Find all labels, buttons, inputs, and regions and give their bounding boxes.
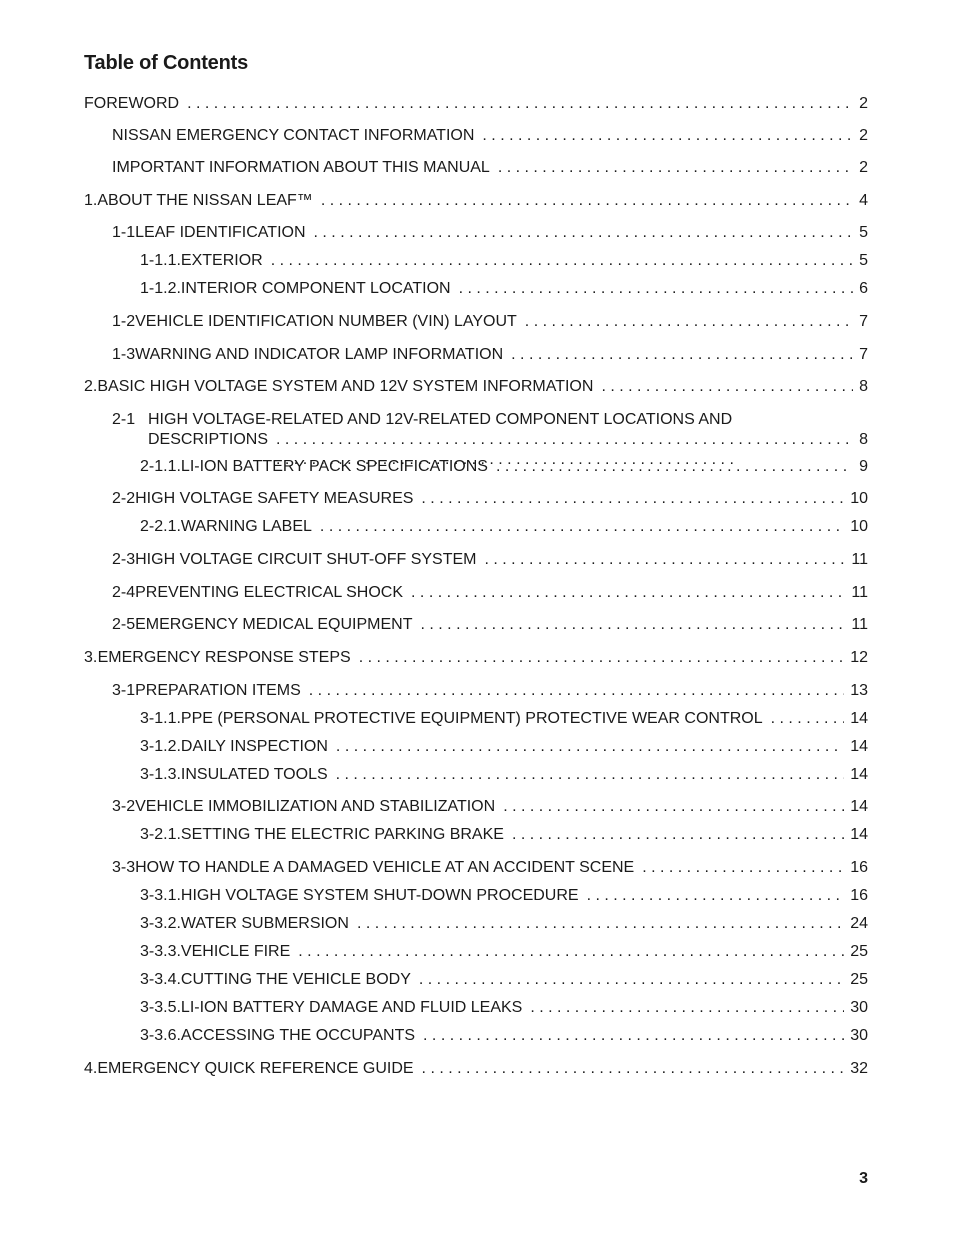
toc-entry-page: 25 bbox=[850, 943, 868, 960]
toc-entry-2-5[interactable] bbox=[112, 615, 868, 635]
toc-entry-label: PREVENTING ELECTRICAL SHOCK bbox=[135, 584, 404, 601]
toc-entry-page: 14 bbox=[850, 738, 868, 755]
toc-entry-page: 9 bbox=[859, 458, 868, 475]
toc-entry-3-3-5[interactable] bbox=[140, 998, 868, 1018]
toc-entry-page: 5 bbox=[859, 252, 868, 269]
dot-leader bbox=[496, 457, 853, 477]
toc-entry-label: DAILY INSPECTION bbox=[180, 738, 328, 755]
toc-entry-label: HIGH VOLTAGE-RELATED AND 12V-RELATED COMPONENT LOCATIONS AND bbox=[148, 411, 733, 428]
toc-entry-label: ACCESSING THE OCCUPANTS bbox=[180, 1027, 416, 1044]
toc-entry-page: 10 bbox=[850, 490, 868, 507]
toc-entry-number: 1-3 bbox=[112, 346, 136, 363]
toc-entry-3-3-2[interactable] bbox=[140, 914, 868, 934]
toc-entry-number: 2-2 bbox=[112, 490, 136, 507]
toc-entry-label: LEAF IDENTIFICATION bbox=[135, 224, 306, 241]
toc-entry-label: IMPORTANT INFORMATION ABOUT THIS MANUAL bbox=[112, 159, 490, 176]
toc-entry-number: 3-3.1. bbox=[140, 887, 181, 904]
toc-entry-important-info[interactable] bbox=[112, 158, 868, 178]
dot-leader bbox=[423, 1026, 844, 1046]
toc-entry-2-2-1[interactable] bbox=[140, 517, 868, 537]
dot-leader bbox=[309, 681, 844, 701]
toc-entry-page: 16 bbox=[850, 887, 868, 904]
toc-entry-page: 14 bbox=[850, 798, 868, 815]
toc-entry-number: 3-2.1. bbox=[140, 826, 181, 843]
toc-entry-label: NISSAN EMERGENCY CONTACT INFORMATION bbox=[112, 127, 475, 144]
toc-entry-3-3[interactable] bbox=[112, 858, 868, 878]
dot-leader bbox=[357, 914, 844, 934]
toc-entry-page: 10 bbox=[850, 518, 868, 535]
dot-leader bbox=[512, 825, 844, 845]
toc-entry-label: INTERIOR COMPONENT LOCATION bbox=[180, 280, 451, 297]
toc-entry-contact-info[interactable] bbox=[112, 126, 868, 146]
dot-leader bbox=[419, 970, 844, 990]
dot-leader bbox=[482, 126, 853, 146]
toc-entry-number: 3-1.2. bbox=[140, 738, 181, 755]
toc-entry-number: 3-1.1. bbox=[140, 710, 181, 727]
toc-entry-label: ABOUT THE NISSAN LEAF™ bbox=[97, 192, 313, 209]
toc-entry-number: 3. bbox=[84, 649, 98, 666]
toc-entry-number: 3-1 bbox=[112, 682, 136, 699]
toc-entry-label: WARNING LABEL bbox=[180, 518, 312, 535]
dot-leader bbox=[530, 998, 844, 1018]
toc-entry-section-2[interactable] bbox=[84, 377, 868, 397]
dot-leader bbox=[187, 94, 853, 114]
toc-entry-1-1[interactable] bbox=[112, 223, 868, 243]
toc-entry-number: 3-3.3. bbox=[140, 943, 181, 960]
toc-entry-foreword[interactable] bbox=[84, 94, 868, 114]
dot-leader bbox=[298, 942, 844, 962]
toc-entry-number: 3-1.3. bbox=[140, 766, 181, 783]
toc-entry-number: 2. bbox=[84, 378, 98, 395]
toc-entry-number: 2-1.1. bbox=[140, 458, 181, 475]
dot-leader bbox=[498, 158, 853, 178]
toc-entry-page: 8 bbox=[859, 431, 868, 448]
toc-entry-label: FOREWORD bbox=[84, 95, 180, 112]
toc-entry-label: WATER SUBMERSION bbox=[180, 915, 349, 932]
toc-entry-number: 2-5 bbox=[112, 616, 136, 633]
toc-entry-page: 8 bbox=[859, 378, 868, 395]
toc-entry-number: 3-3.5. bbox=[140, 999, 181, 1016]
dot-leader bbox=[587, 886, 845, 906]
toc-entry-2-3[interactable] bbox=[112, 550, 868, 570]
toc-entry-page: 2 bbox=[859, 95, 868, 112]
toc-entry-label: BASIC HIGH VOLTAGE SYSTEM AND 12V SYSTEM INFORMATION bbox=[97, 378, 594, 395]
toc-entry-1-3[interactable] bbox=[112, 345, 868, 365]
toc-entry-page: 30 bbox=[850, 1027, 868, 1044]
toc-entry-label: CUTTING THE VEHICLE BODY bbox=[180, 971, 411, 988]
toc-entry-label: WARNING AND INDICATOR LAMP INFORMATION bbox=[135, 346, 504, 363]
toc-entry-3-1[interactable] bbox=[112, 681, 868, 701]
toc-entry-3-1-1[interactable] bbox=[140, 709, 868, 729]
toc-entry-label: SETTING THE ELECTRIC PARKING BRAKE bbox=[180, 826, 504, 843]
toc-entry-page: 7 bbox=[859, 313, 868, 330]
dot-leader bbox=[336, 765, 845, 785]
toc-entry-page: 24 bbox=[850, 915, 868, 932]
dot-leader bbox=[321, 191, 853, 211]
toc-entry-label: INSULATED TOOLS bbox=[180, 766, 328, 783]
dot-leader bbox=[271, 251, 853, 271]
toc-entry-page: 14 bbox=[850, 710, 868, 727]
toc-entry-3-3-6[interactable] bbox=[140, 1026, 868, 1046]
dot-leader bbox=[359, 648, 845, 668]
toc-entry-page: 6 bbox=[859, 280, 868, 297]
toc-entry-label: EMERGENCY RESPONSE STEPS bbox=[97, 649, 351, 666]
dot-leader bbox=[511, 345, 853, 365]
toc-entry-label: LI-ION BATTERY PACK SPECIFICATIONS bbox=[180, 458, 488, 475]
toc-entry-2-1-1[interactable] bbox=[140, 457, 868, 477]
toc-entry-label: VEHICLE IMMOBILIZATION AND STABILIZATION bbox=[135, 798, 496, 815]
dot-leader bbox=[484, 550, 845, 570]
toc-entry-page: 4 bbox=[859, 192, 868, 209]
dot-leader bbox=[771, 709, 845, 729]
toc-entry-page: 2 bbox=[859, 159, 868, 176]
toc-entry-page: 11 bbox=[851, 584, 868, 601]
toc-entry-number: 3-2 bbox=[112, 798, 136, 815]
toc-entry-page: 2 bbox=[859, 127, 868, 144]
dot-leader bbox=[422, 1059, 845, 1079]
toc-entry-number: 2-4 bbox=[112, 584, 136, 601]
toc-entry-page: 16 bbox=[850, 859, 868, 876]
dot-leader bbox=[642, 858, 844, 878]
toc-entry-page: 25 bbox=[850, 971, 868, 988]
toc-entry-page: 11 bbox=[851, 616, 868, 633]
toc-entry-label: LI-ION BATTERY DAMAGE AND FLUID LEAKS bbox=[180, 999, 523, 1016]
dot-leader bbox=[459, 279, 854, 299]
toc-entry-label-continued: DESCRIPTIONS bbox=[148, 431, 269, 448]
toc-entry-label: EMERGENCY QUICK REFERENCE GUIDE bbox=[97, 1060, 414, 1077]
toc-entry-page: 30 bbox=[850, 999, 868, 1016]
toc-entry-number: 1-1 bbox=[112, 224, 136, 241]
toc-entry-page: 32 bbox=[850, 1060, 868, 1077]
toc-entry-section-1[interactable] bbox=[84, 191, 868, 211]
toc-entry-label: EMERGENCY MEDICAL EQUIPMENT bbox=[135, 616, 413, 633]
toc-entry-section-4[interactable] bbox=[84, 1059, 868, 1079]
toc-entry-3-2[interactable] bbox=[112, 797, 868, 817]
dot-leader bbox=[336, 737, 844, 757]
toc-entry-page: 14 bbox=[850, 826, 868, 843]
page-title: Table of Contents bbox=[84, 52, 249, 74]
toc-entry-label: PREPARATION ITEMS bbox=[135, 682, 301, 699]
toc-entry-number: 1-1.2. bbox=[140, 280, 181, 297]
dot-leader bbox=[421, 489, 844, 509]
dot-leader bbox=[320, 517, 844, 537]
toc-entry-3-1-3[interactable] bbox=[140, 765, 868, 785]
toc-entry-label: HOW TO HANDLE A DAMAGED VEHICLE AT AN ACCIDENT SCENE bbox=[135, 859, 635, 876]
toc-entry-number: 2-1 bbox=[112, 411, 136, 428]
toc-entry-number: 1-1.1. bbox=[140, 252, 181, 269]
toc-entry-page: 14 bbox=[850, 766, 868, 783]
toc-entry-label: HIGH VOLTAGE CIRCUIT SHUT-OFF SYSTEM bbox=[135, 551, 477, 568]
dot-leader bbox=[525, 312, 853, 332]
dot-leader bbox=[601, 377, 853, 397]
toc-entry-2-2[interactable] bbox=[112, 489, 868, 509]
toc-entry-label: VEHICLE FIRE bbox=[180, 943, 291, 960]
toc-entry-3-3-4[interactable] bbox=[140, 970, 868, 990]
toc-entry-label: PPE (PERSONAL PROTECTIVE EQUIPMENT) PROTECTIVE WEAR CONTROL bbox=[180, 710, 763, 727]
dot-leader bbox=[421, 615, 846, 635]
toc-entry-1-1-2[interactable] bbox=[140, 279, 868, 299]
toc-entry-3-3-1[interactable] bbox=[140, 886, 868, 906]
toc-entry-number: 2-3 bbox=[112, 551, 136, 568]
page-number: 3 bbox=[859, 1170, 868, 1187]
dot-leader bbox=[411, 583, 845, 603]
toc-entry-section-3[interactable] bbox=[84, 648, 868, 668]
toc-entry-1-1-1[interactable] bbox=[140, 251, 868, 271]
toc-entry-page: 13 bbox=[850, 682, 868, 699]
toc-entry-page: 7 bbox=[859, 346, 868, 363]
toc-entry-number: 3-3 bbox=[112, 859, 136, 876]
toc-entry-3-3-3[interactable] bbox=[140, 942, 868, 962]
toc-entry-3-2-1[interactable] bbox=[140, 825, 868, 845]
toc-entry-number: 2-2.1. bbox=[140, 518, 181, 535]
toc-entry-1-2[interactable] bbox=[112, 312, 868, 332]
toc-entry-page: 11 bbox=[851, 551, 868, 568]
toc-entry-number: 4. bbox=[84, 1060, 98, 1077]
toc-entry-2-4[interactable] bbox=[112, 583, 868, 603]
toc-entry-page: 5 bbox=[859, 224, 868, 241]
toc-entry-label: HIGH VOLTAGE SAFETY MEASURES bbox=[135, 490, 414, 507]
toc-entry-number: 3-3.6. bbox=[140, 1027, 181, 1044]
toc-entry-label: EXTERIOR bbox=[180, 252, 263, 269]
toc-entry-label: HIGH VOLTAGE SYSTEM SHUT-DOWN PROCEDURE bbox=[180, 887, 579, 904]
dot-leader bbox=[314, 223, 854, 243]
toc-entry-number: 3-3.4. bbox=[140, 971, 181, 988]
toc-entry-label: VEHICLE IDENTIFICATION NUMBER (VIN) LAYOUT bbox=[135, 313, 517, 330]
toc-entry-number: 1-2 bbox=[112, 313, 136, 330]
toc-entry-page: 12 bbox=[850, 649, 868, 666]
toc-entry-number: 3-3.2. bbox=[140, 915, 181, 932]
toc-entry-3-1-2[interactable] bbox=[140, 737, 868, 757]
dot-leader bbox=[503, 797, 844, 817]
toc-entry-number: 1. bbox=[84, 192, 98, 209]
